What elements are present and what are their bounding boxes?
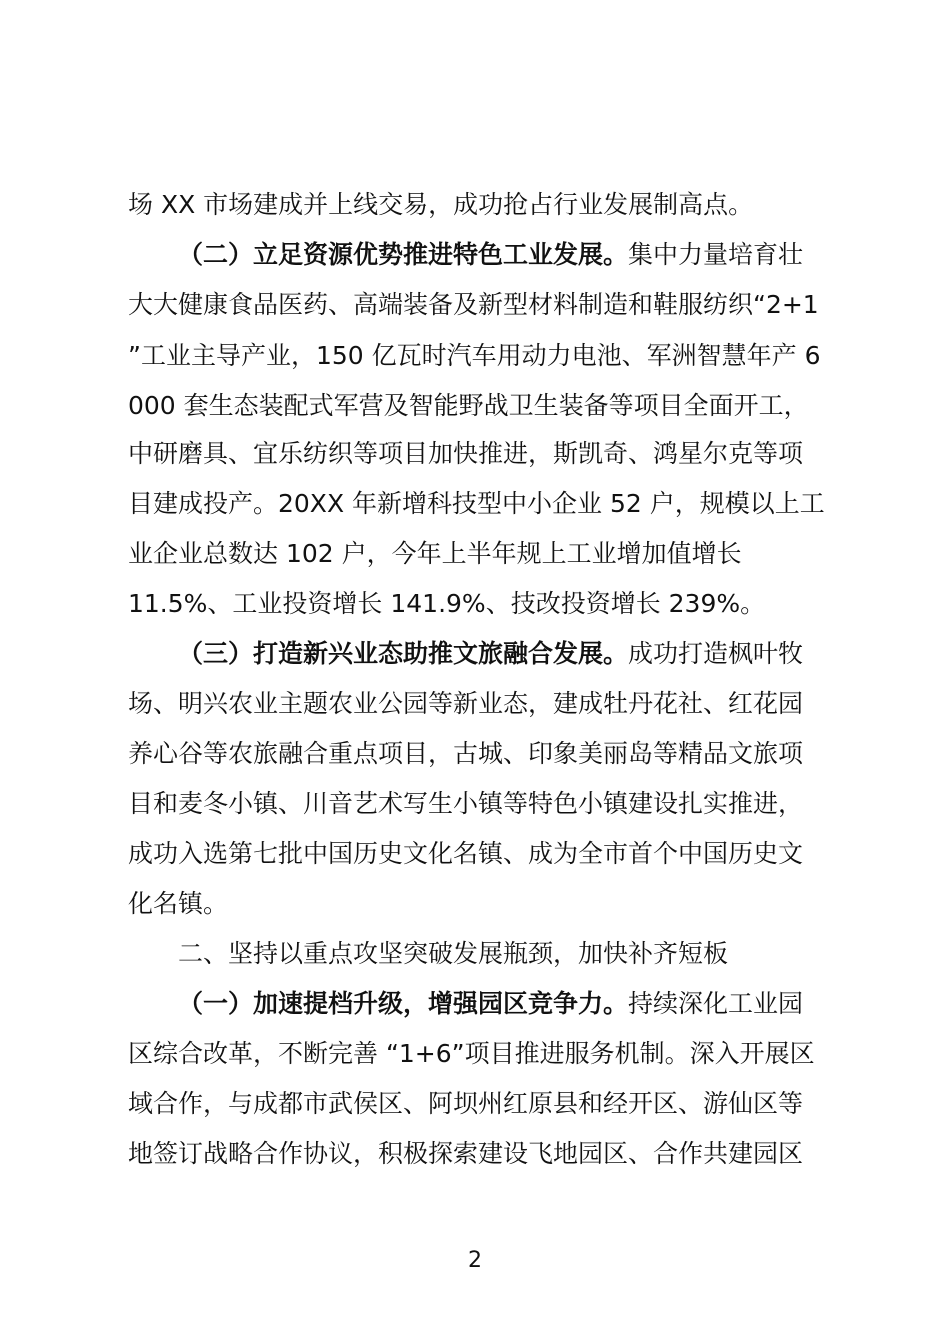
- paragraph-line: 场、明兴农业主题农业公园等新业态，建成牡丹花社、红花园: [128, 689, 804, 718]
- paragraph-line: 中研磨具、宜乐纺织等项目加快推进，斯凯奇、鸿星尔克等项: [128, 439, 804, 468]
- paragraph-line: 成功入选第七批中国历史文化名镇、成为全市首个中国历史文: [128, 839, 804, 868]
- paragraph-line: 养心谷等农旅融合重点项目，古城、印象美丽岛等精品文旅项: [128, 739, 804, 768]
- paragraph-line: ”工业主导产业，150 亿瓦时汽车用动力电池、军洲智慧年产 6: [128, 341, 821, 370]
- paragraph-line: 目建成投产。20XX 年新增科技型中小企业 52 户，规模以上工: [128, 489, 825, 518]
- paragraph-line: 域合作，与成都市武侯区、阿坝州红原县和经开区、游仙区等: [128, 1089, 804, 1118]
- paragraph-line: 区综合改革，不断完善 “1+6”项目推进服务机制。深入开展区: [128, 1039, 815, 1068]
- paragraph-line: [178, 240, 838, 270]
- section-heading: （二）立足资源优势推进特色工业发展。: [178, 240, 629, 269]
- page-number: 2: [468, 1248, 482, 1273]
- section-heading: （一）加速提档升级，增强园区竞争力。: [178, 989, 629, 1018]
- paragraph-line: 11.5%、工业投资增长 141.9%、技改投资增长 239%。: [128, 589, 766, 618]
- paragraph-line: [178, 989, 838, 1019]
- section-title: 二、坚持以重点攻坚突破发展瓶颈，加快补齐短板: [178, 939, 729, 968]
- paragraph-line: 地签订战略合作协议，积极探索建设飞地园区、合作共建园区: [128, 1139, 804, 1168]
- paragraph-line: 000 套生态装配式军营及智能野战卫生装备等项目全面开工，: [128, 391, 809, 420]
- paragraph-line: 目和麦冬小镇、川音艺术写生小镇等特色小镇建设扎实推进，: [128, 789, 804, 818]
- paragraph-text: 成功打造枫叶牧: [628, 639, 804, 668]
- paragraph-line: [178, 639, 838, 669]
- paragraph-text: 集中力量培育壮: [628, 240, 804, 269]
- section-heading: （三）打造新兴业态助推文旅融合发展。: [178, 639, 629, 668]
- paragraph-line: 化名镇。: [128, 889, 229, 918]
- paragraph-line: 场 XX 市场建成并上线交易，成功抢占行业发展制高点。: [128, 190, 754, 219]
- paragraph-text: 持续深化工业园: [628, 989, 804, 1018]
- paragraph-line: 大大健康食品医药、高端装备及新型材料制造和鞋服纺织“2+1: [128, 290, 819, 319]
- paragraph-line: 业企业总数达 102 户，今年上半年规上工业增加值增长: [128, 539, 742, 568]
